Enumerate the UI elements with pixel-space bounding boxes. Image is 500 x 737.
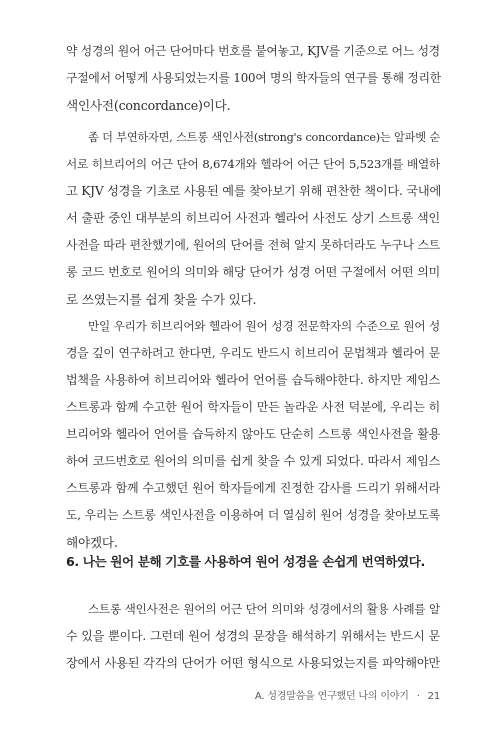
paragraph-2 xyxy=(66,124,440,313)
text-line: 스트롱과 함께 수고한 원어 학자들이 만든 놀라운 사전 덕분에, 우리는 히 xyxy=(66,400,440,414)
text-line: 경을 깊이 연구하려고 한다면, 우리도 반드시 히브리어 문법책과 헬라어 문 xyxy=(66,346,440,360)
page-number: 21 xyxy=(427,691,440,702)
footer-separator: · xyxy=(416,691,420,702)
text-line: 고 KJV 성경을 기초로 사용된 예를 찾아보기 위해 편찬한 책이다. 국내에 xyxy=(66,184,442,198)
text-line: 법책을 사용하여 히브리어와 헬라어 언어를 습득해야한다. 하지만 제임스 xyxy=(66,373,440,387)
paragraph-1 xyxy=(66,38,440,119)
text-line: 도, 우리는 스트롱 색인사전을 이용하여 더 열심히 원어 성경을 찾아보도록 xyxy=(66,508,440,522)
text-line: 사전을 따라 편찬했기에, 원어의 단어를 전혀 알지 못하더라도 누구나 스트 xyxy=(66,238,440,252)
text-line: 수 있을 뿐이다. 그런데 원어 성경의 문장을 해석하기 위해서는 반드시 문 xyxy=(66,629,440,643)
text-line: 서로 히브리어의 어근 단어 8,674개와 헬라어 어근 단어 5,523개를 배열하 xyxy=(66,157,440,171)
text-line: 색인사전(concordance)이다. xyxy=(66,98,231,113)
text-line: 만일 우리가 히브리어와 헬라어 원어 성경 전문학자의 수준으로 원어 성 xyxy=(88,319,440,333)
text-line: 스트롱과 함께 수고했던 원어 학자들에게 진정한 감사를 드리기 위해서라 xyxy=(66,481,440,495)
text-line: 좀 더 부연하자면, 스트롱 색인사전(strong's concordance)는 알파벳 순 xyxy=(88,131,440,144)
text-line: 약 성경의 원어 어근 단어마다 번호를 붙여놓고, KJV를 기준으로 어느 성경 xyxy=(66,44,440,58)
text-line: 스트롱 색인사전은 원어의 어근 단어 의미와 성경에서의 활용 사례를 알 xyxy=(88,602,440,616)
text-line: 해야겠다. xyxy=(66,535,118,550)
text-line: 하여 코드번호로 원어의 의미를 쉽게 찾을 수 있게 되었다. 따라서 제임스 xyxy=(66,454,440,468)
paragraph-4 xyxy=(66,596,440,677)
page-footer xyxy=(255,687,440,702)
text-line: 로 쓰였는지를 쉽게 찾을 수가 있다. xyxy=(66,292,257,307)
text-line: 장에서 사용된 각각의 단어가 어떤 형식으로 사용되었는지를 파악해야만 xyxy=(66,656,440,670)
text-line: 서 출판 중인 대부분의 히브리어 사전과 헬라어 사전도 상기 스트롱 색인 xyxy=(66,211,440,225)
text-line: 브리어와 헬라어 언어를 습득하지 않아도 단순히 스트롱 색인사전을 활용 xyxy=(66,427,440,441)
text-line: 구절에서 어떻게 사용되었는지를 100여 명의 학자들의 연구를 통해 정리한 xyxy=(66,71,441,85)
running-title: A. 성경말씀을 연구했던 나의 이야기 xyxy=(254,691,409,702)
text-line: 롱 코드 번호로 원어의 의미와 해당 단어가 성경 어떤 구절에서 어떤 의미 xyxy=(66,265,440,279)
section-heading: 6. 나는 원어 분해 기호를 사용하여 원어 성경을 손쉽게 번역하였다. xyxy=(66,554,425,569)
paragraph-3 xyxy=(66,313,440,556)
